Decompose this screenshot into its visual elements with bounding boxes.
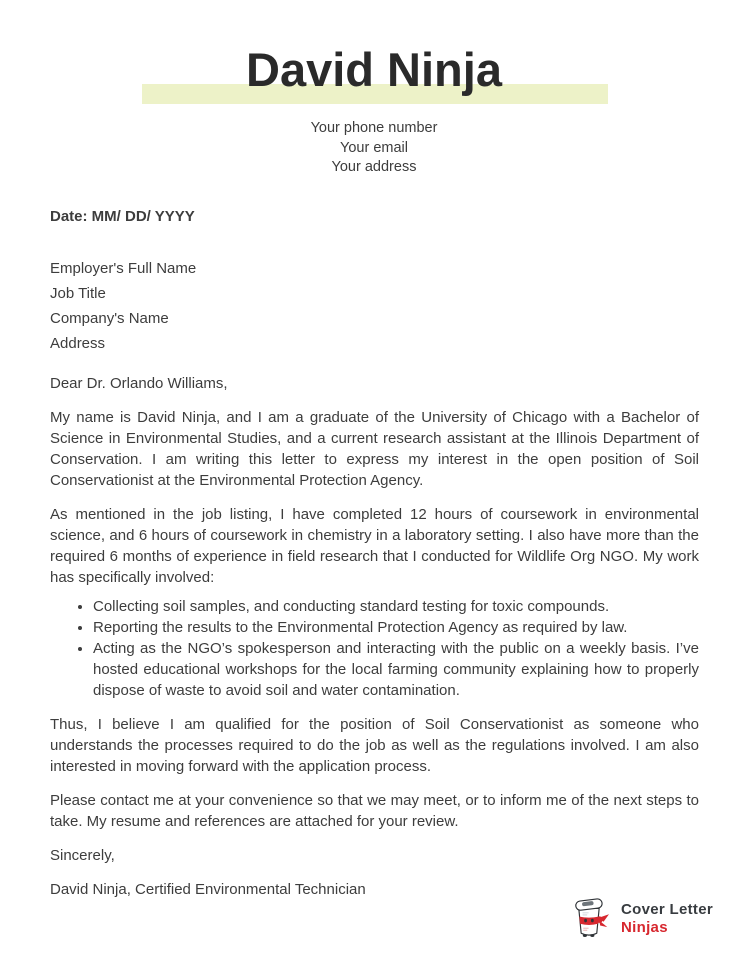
salutation: Dear Dr. Orlando Williams, [50, 375, 228, 392]
recipient-job-title: Job Title [50, 285, 106, 302]
letter-body [50, 206, 699, 900]
recipient-block [50, 256, 699, 356]
recipient-name: Employer's Full Name [50, 260, 197, 277]
contact-phone: Your phone number [310, 120, 438, 136]
signoff: Sincerely, [50, 847, 115, 864]
contact-block [0, 119, 748, 178]
recipient-company: Company's Name [50, 310, 169, 327]
bullet-list [50, 596, 699, 701]
paragraph-contact-request: Please contact me at your convenience so that we may meet, or to inform me of the next steps to take. My resume and references are attached for your review. [50, 792, 699, 830]
contact-email: Your email [340, 139, 408, 156]
brand-name [621, 901, 713, 937]
date-line: Date: MM/ DD/ YYYY [50, 208, 195, 225]
paragraph-coursework: As mentioned in the job listing, I have completed 12 hours of coursework in environmental science, and 6 hours of coursework in chemistry in a laboratory setting. I also have more than the required 6 months of experience in field research that I conducted for Wildlife Org NGO. My work has specifically involved: [50, 506, 699, 586]
page-title: David Ninja [246, 43, 502, 96]
signature-line: David Ninja, Certified Environmental Technician [50, 881, 366, 898]
paragraph-intro: My name is David Ninja, and I am a graduate of the University of Chicago with a Bachelor of Science in Environmental Studies, and a current research assistant at the Illinois Department of Conservation. I am writing this letter to express my interest in the open position of Soil Conservationist at the Environmental Protection Agency. [50, 409, 699, 489]
brand-logo [572, 894, 713, 944]
bullet-item: • Acting as the NGO’s spokesperson and interacting with the public on a weekly basis. I’ve hosted educational workshops for the local farming community explaining how to properly dispose of waste to avoid soil and water contamination. [93, 638, 699, 701]
bullet-item: • Reporting the results to the Environmental Protection Agency as required by law. [93, 617, 699, 638]
brand-name-line1: Cover Letter [621, 901, 713, 918]
brand-name-line2: Ninjas [621, 919, 668, 936]
ninja-scroll-icon [572, 894, 610, 944]
bullet-item: • Collecting soil samples, and conducting standard testing for toxic compounds. [93, 596, 699, 617]
paragraph-qualified: Thus, I believe I am qualified for the position of Soil Conservationist as someone who understands the processes required to do the job as well as the regulations involved. I am also interested in moving forward with the application process. [50, 716, 699, 775]
contact-address: Your address [331, 159, 417, 175]
recipient-address: Address [50, 335, 106, 352]
